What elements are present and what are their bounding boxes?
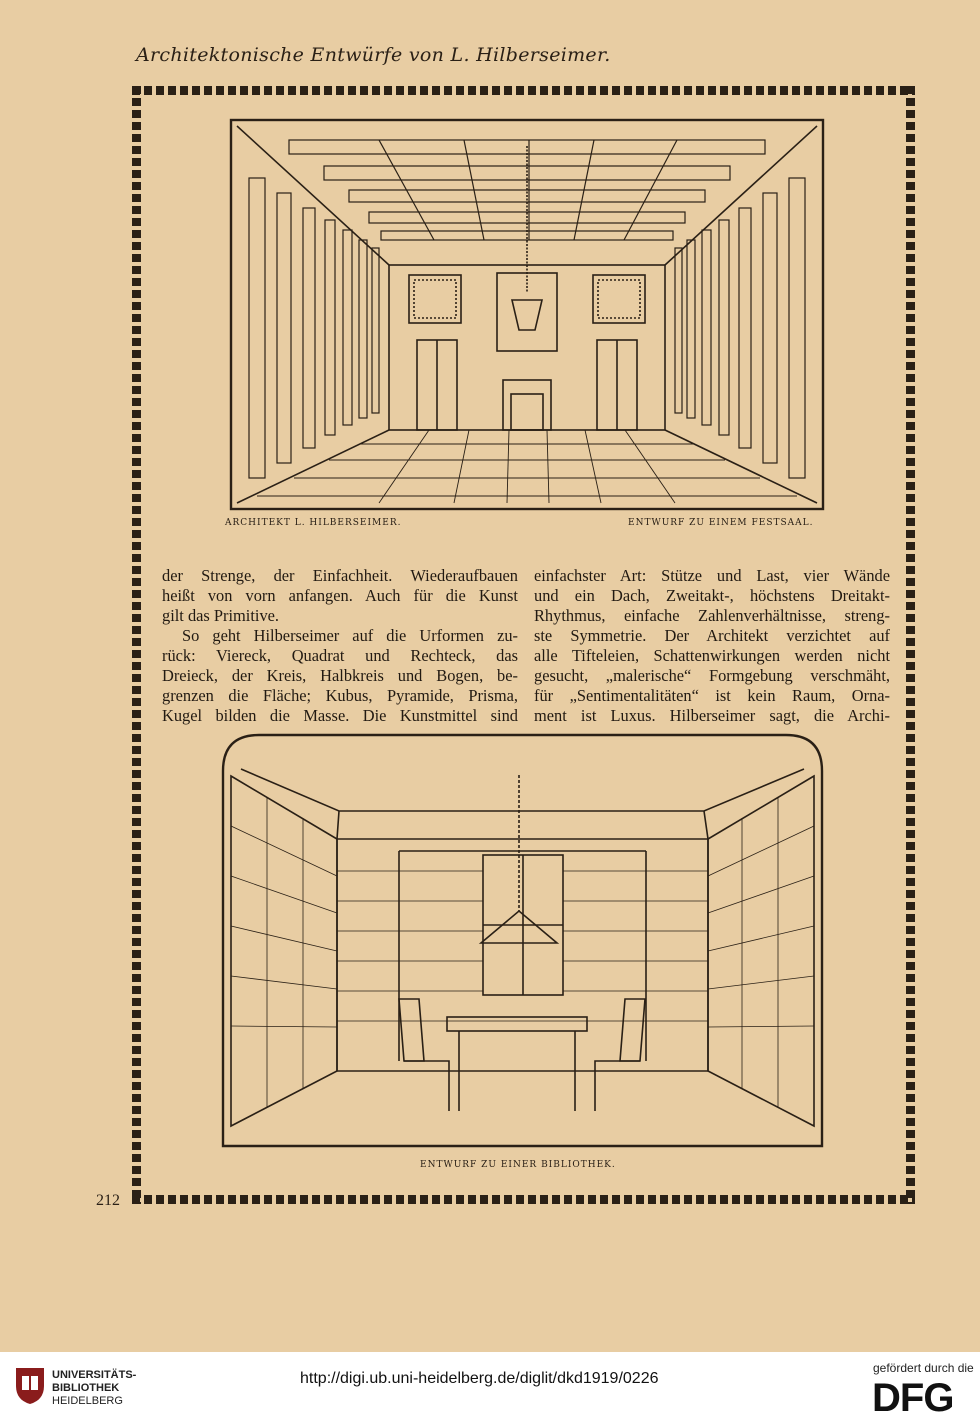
- running-head: Architektonische Entwürfe von L. Hilberseimer.: [136, 44, 611, 66]
- university-library-label: [52, 1369, 136, 1408]
- bibliothek-caption: ENTWURF ZU EINER BIBLIOTHEK.: [420, 1160, 616, 1170]
- institution-line: UNIVERSITÄTS-: [52, 1369, 137, 1381]
- decorative-border-bottom: [132, 1195, 915, 1204]
- decorative-border-top: [132, 86, 915, 95]
- institution-line: HEIDELBERG: [52, 1395, 123, 1407]
- permalink-url[interactable]: http://digi.ub.uni-heidelberg.de/diglit/dkd1919/0226: [300, 1370, 659, 1387]
- text-line: ment ist Luxus. Hilberseimer sagt, die Archi-: [534, 706, 890, 725]
- text-line: gesucht, „malerische“ Formgebung verschmäht,: [534, 666, 890, 685]
- text-line: heißt von vorn anfangen. Auch für die Kunst: [162, 586, 518, 605]
- text-line: grenzen die Fläche; Kubus, Pyramide, Prisma,: [162, 686, 518, 705]
- text-line: ste Symmetrie. Der Architekt verzichtet auf: [534, 626, 890, 645]
- institution-line: BIBLIOTHEK: [52, 1382, 120, 1394]
- text-line: Kugel bilden die Masse. Die Kunstmittel sind: [162, 706, 518, 725]
- text-line: Rhythmus, einfache Zahlenverhältnisse, streng-: [534, 606, 890, 625]
- text-line: einfachster Art: Stütze und Last, vier Wände: [534, 566, 890, 585]
- festsaal-caption-architect: ARCHITEKT L. HILBERSEIMER.: [225, 518, 402, 528]
- dfg-logo: DFG: [872, 1376, 954, 1420]
- page-number: 212: [96, 1192, 120, 1209]
- festsaal-illustration: [229, 118, 825, 511]
- text-line: alle Tifteleien, Schattenwirkungen werden nicht: [534, 646, 890, 665]
- text-line: Dreieck, der Kreis, Halbkreis und Bogen, be-: [162, 666, 518, 685]
- text-line: gilt das Primitive.: [162, 606, 280, 625]
- text-line: rück: Viereck, Quadrat und Rechteck, das: [162, 646, 518, 665]
- funded-by-label: gefördert durch die: [873, 1361, 974, 1375]
- text-line: So geht Hilberseimer auf die Urformen zu-: [182, 626, 518, 645]
- bibliothek-illustration: [219, 731, 826, 1150]
- body-column-left: [162, 566, 518, 726]
- text-line: für „Sentimentalitäten“ ist kein Raum, Orna-: [534, 686, 890, 705]
- text-line: und ein Dach, Zweitakt-, höchstens Dreitakt-: [534, 586, 890, 605]
- body-column-right: [534, 566, 890, 726]
- decorative-border-right: [906, 86, 915, 1204]
- footer-bar: [0, 1352, 980, 1425]
- festsaal-caption-title: ENTWURF ZU EINEM FESTSAAL.: [628, 518, 814, 528]
- decorative-border-left: [132, 86, 141, 1204]
- university-seal-icon: [12, 1364, 48, 1406]
- text-line: der Strenge, der Einfachheit. Wiederaufbauen: [162, 566, 518, 585]
